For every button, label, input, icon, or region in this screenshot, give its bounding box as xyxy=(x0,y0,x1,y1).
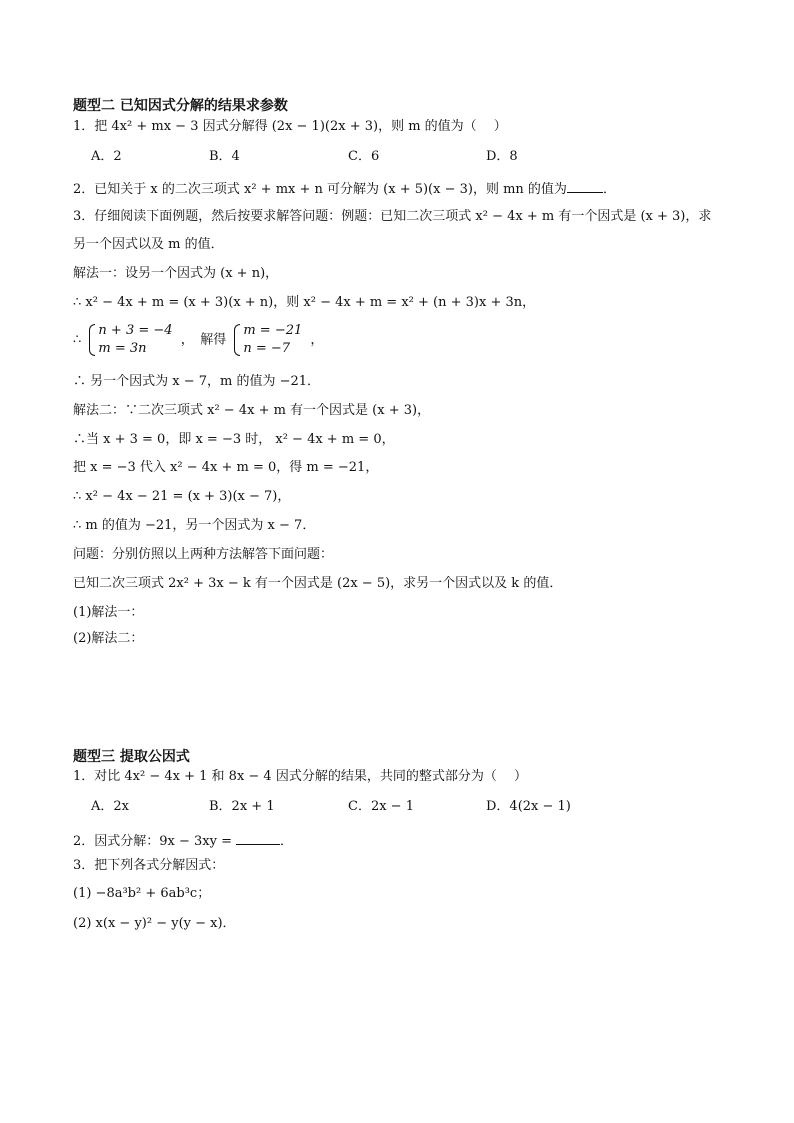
section3-heading: 题型三 提取公因式 xyxy=(73,749,190,765)
s3-question1: 1．对比 4x² − 4x + 1 和 8x − 4 因式分解的结果，共同的整式部分为（ ） xyxy=(73,769,527,784)
section2-heading: 题型二 已知因式分解的结果求参数 xyxy=(73,98,288,114)
s2-question2 xyxy=(73,178,754,199)
option-b: B．2x + 1 xyxy=(209,799,275,814)
method1-system xyxy=(73,322,754,362)
solution-eq2: n = −7 xyxy=(243,341,291,356)
option-d: D．8 xyxy=(486,149,518,164)
system-eq1: n + 3 = −4 xyxy=(98,323,173,338)
s3-question2 xyxy=(73,830,754,851)
system-suffix: ， xyxy=(310,332,324,348)
problem-statement: 已知二次三项式 2x² + 3x − k 有一个因式是 (2x − 5)，求另一个因式以及 k 的值． xyxy=(73,576,563,591)
s2-question1: 1．把 4x² + mx − 3 因式分解得 (2x − 1)(2x + 3)，则 m 的值为（ ） xyxy=(73,119,507,134)
equation-system xyxy=(89,322,172,358)
solution-system xyxy=(234,322,302,358)
solution-eq1: m = −21 xyxy=(243,323,303,338)
method2-line1: ∴当 x + 3 = 0，即 x = −3 时， x² − 4x + m = 0， xyxy=(73,432,395,447)
method2-title: 解法二：∵二次三项式 x² − 4x + m 有一个因式是 (x + 3)， xyxy=(73,403,431,418)
answer-blank xyxy=(567,178,603,193)
answer-blank xyxy=(236,830,280,845)
system-mid-text: ， 解得 xyxy=(180,332,227,348)
method2-line4: ∴ m 的值为 −21，另一个因式为 x − 7． xyxy=(73,518,316,533)
therefore-symbol: ∴ xyxy=(73,332,82,348)
s2-q3-line2: 另一个因式以及 m 的值． xyxy=(73,237,224,252)
s2-q3-line1: 3．仔细阅读下面例题，然后按要求解答问题：例题：已知二次三项式 x² − 4x + m 有一个因式是 (x + 3)，求 xyxy=(73,209,712,224)
s3-question3: 3．把下列各式分解因式： xyxy=(73,858,225,873)
option-b: B．4 xyxy=(209,149,240,164)
method2-line3: ∴ x² − 4x − 21 = (x + 3)(x − 7)， xyxy=(73,489,291,504)
problem-intro: 问题：分别仿照以上两种方法解答下面问题： xyxy=(73,547,334,562)
s2-q2-end: ． xyxy=(602,182,616,197)
method2-line2: 把 x = −3 代入 x² − 4x + m = 0，得 m = −21， xyxy=(73,460,379,475)
method1-equation: ∴ x² − 4x + m = (x + 3)(x + n)，则 x² − 4x + m = x² + (n + 3)x + 3n， xyxy=(73,295,536,310)
s3-q3-part2: (2) x(x − y)² − y(y − x)． xyxy=(73,916,236,931)
part1-label: (1)解法一： xyxy=(73,605,144,620)
option-a: A．2 xyxy=(91,149,122,164)
method1-title: 解法一：设另一个因式为 (x + n)， xyxy=(73,266,279,281)
method1-conclusion: ∴ 另一个因式为 x − 7，m 的值为 −21． xyxy=(73,374,321,389)
part2-label: (2)解法二： xyxy=(73,631,144,646)
option-c: C．6 xyxy=(348,149,380,164)
s3-q2-end: ． xyxy=(280,834,294,849)
system-eq2: m = 3n xyxy=(98,341,147,356)
option-c: C．2x − 1 xyxy=(348,799,414,814)
option-d: D．4(2x − 1) xyxy=(486,799,571,814)
option-a: A．2x xyxy=(91,799,129,814)
s3-q2-text: 2．因式分解：9x − 3xy = xyxy=(73,834,233,849)
s2-q2-text: 2．已知关于 x 的二次三项式 x² + mx + n 可分解为 (x + 5)(x − 3)，则 mn 的值为 xyxy=(73,182,567,197)
s3-q3-part1: (1) −8a³b² + 6ab³c； xyxy=(73,886,211,901)
